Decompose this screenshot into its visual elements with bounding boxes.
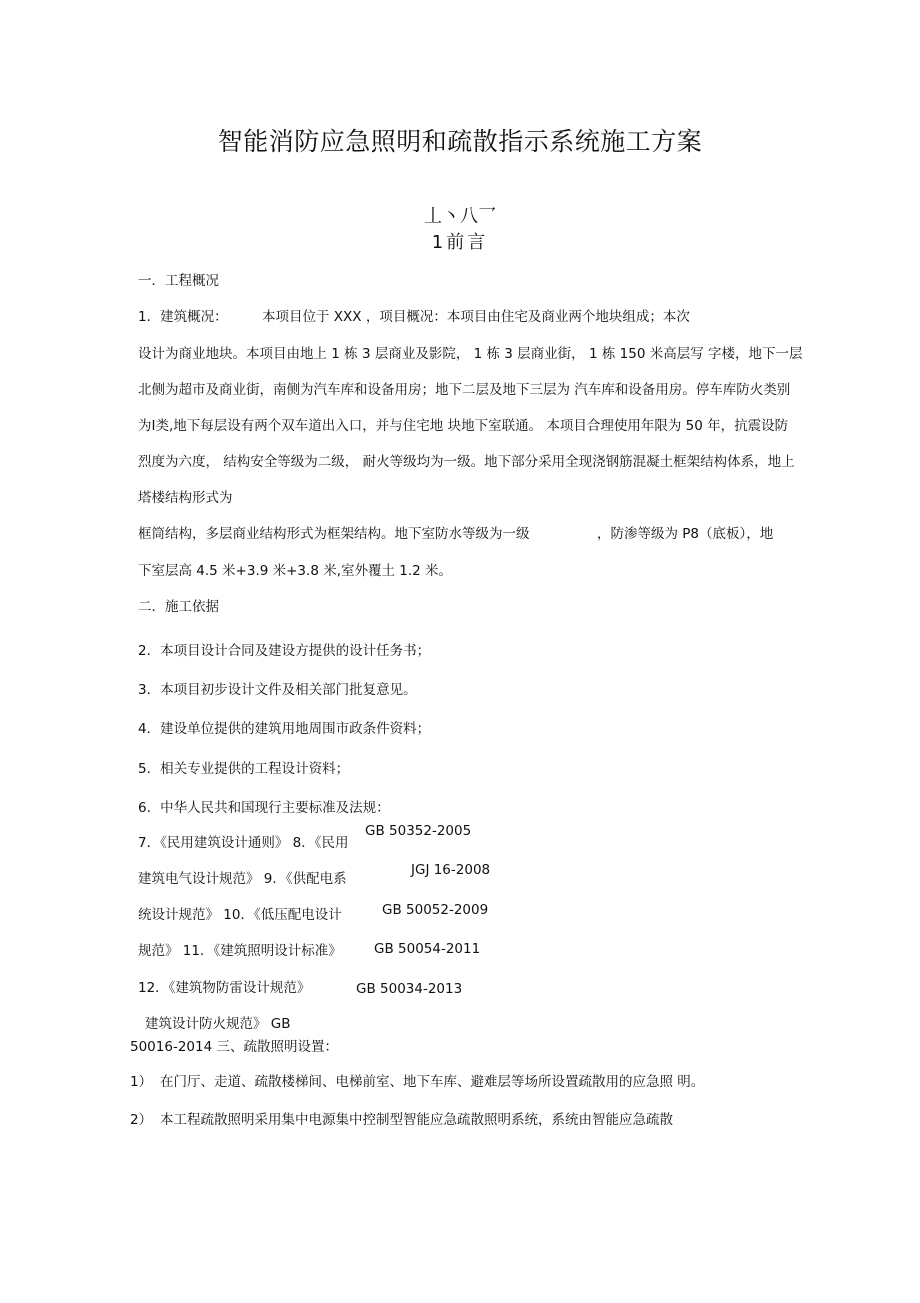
basis-item-3: 3．本项目初步设计文件及相关部门批复意见。 bbox=[138, 682, 417, 698]
overview-text-line-4: 为Ⅰ类,地下每层设有两个双车道出入口，并与住宅地 块地下室联通。 本项目合理使用年限为 50 年，抗震设防 bbox=[138, 418, 789, 434]
structure-text-left: 框筒结构，多层商业结构形式为框架结构。地下室防水等级为一级 bbox=[138, 526, 530, 542]
evacuation-item-1-number: 1） bbox=[130, 1074, 153, 1090]
evacuation-item-1-text: 在门厅、走道、疏散楼梯间、电梯前室、地下车库、避难层等场所设置疏散用的应急照 明。 bbox=[160, 1074, 705, 1090]
structure-text-right: ，防渗等级为 P8（底板），地 bbox=[597, 526, 774, 542]
standard-code-3: GB 50052-2009 bbox=[382, 902, 489, 918]
overview-text-line-5: 烈度为六度， 结构安全等级为二级， 耐火等级均为一级。地下部分采用全现浇钢筋混凝土框架结构体系，地上 bbox=[138, 454, 795, 470]
overview-text-line-6: 塔楼结构形式为 bbox=[138, 490, 233, 506]
overview-text-line-3: 北侧为超市及商业街，南侧为汽车库和设备用房；地下二层及地下三层为 汽车库和设备用房。停车库防火类别 bbox=[138, 382, 791, 398]
standard-text-4: 规范》 11．《建筑照明设计标准》 bbox=[138, 943, 342, 959]
evacuation-item-2-text: 本工程疏散照明采用集中电源集中控制型智能应急疏散照明系统，系统由智能应急疏散 bbox=[160, 1112, 673, 1128]
evacuation-item-2-number: 2） bbox=[130, 1112, 153, 1128]
standard-code-1: GB 50352-2005 bbox=[365, 823, 472, 839]
standard-text-6: 建筑设计防火规范》 GB bbox=[145, 1016, 291, 1032]
standard-text-5: 12．《建筑物防雷设计规范》 bbox=[138, 980, 311, 996]
standard-text-1: 7．《民用建筑设计通则》 8．《民用 bbox=[138, 835, 349, 851]
standard-text-3: 统设计规范》 10．《低压配电设计 bbox=[138, 907, 342, 923]
basis-item-5: 5．相关专业提供的工程设计资料； bbox=[138, 761, 350, 777]
standard-code-5: GB 50034-2013 bbox=[356, 981, 463, 997]
overview-text-line-2: 设计为商业地块。本项目由地上 1 栋 3 层商业及影院， 1 栋 3 层商业街， 1 栋 150 米高层写 字楼，地下一层 bbox=[138, 346, 803, 362]
evacuation-heading-line: 50016-2014 三、疏散照明设置： bbox=[130, 1039, 338, 1055]
heading-construction-basis: 二．施工依据 bbox=[138, 599, 219, 615]
overview-text-line-1: 本项目位于 XXX ，项目概况：本项目由住宅及商业两个地块组成；本次 bbox=[262, 309, 690, 325]
basis-item-6: 6．中华人民共和国现行主要标准及法规： bbox=[138, 800, 390, 816]
overview-label: 1．建筑概况： bbox=[138, 309, 228, 325]
standard-text-2: 建筑电气设计规范》 9．《供配电系 bbox=[138, 871, 347, 887]
document-title: 智能消防应急照明和疏散指示系统施工方案 bbox=[217, 127, 703, 156]
heading-project-overview: 一．工程概况 bbox=[138, 273, 219, 289]
standard-code-2: JGJ 16-2008 bbox=[411, 862, 491, 878]
section-heading: 1前言 bbox=[431, 232, 489, 253]
basis-item-2: 2．本项目设计合同及建设方提供的设计任务书； bbox=[138, 643, 431, 659]
structure-text-line-2: 下室层高 4.5 米+3.9 米+3.8 米,室外覆土 1.2 米。 bbox=[138, 563, 453, 579]
standard-code-4: GB 50054-2011 bbox=[374, 941, 481, 957]
basis-item-4: 4．建设单位提供的建筑用地周围市政条件资料； bbox=[138, 721, 431, 737]
garbled-subtitle: 丄丶八乛 bbox=[424, 206, 496, 227]
